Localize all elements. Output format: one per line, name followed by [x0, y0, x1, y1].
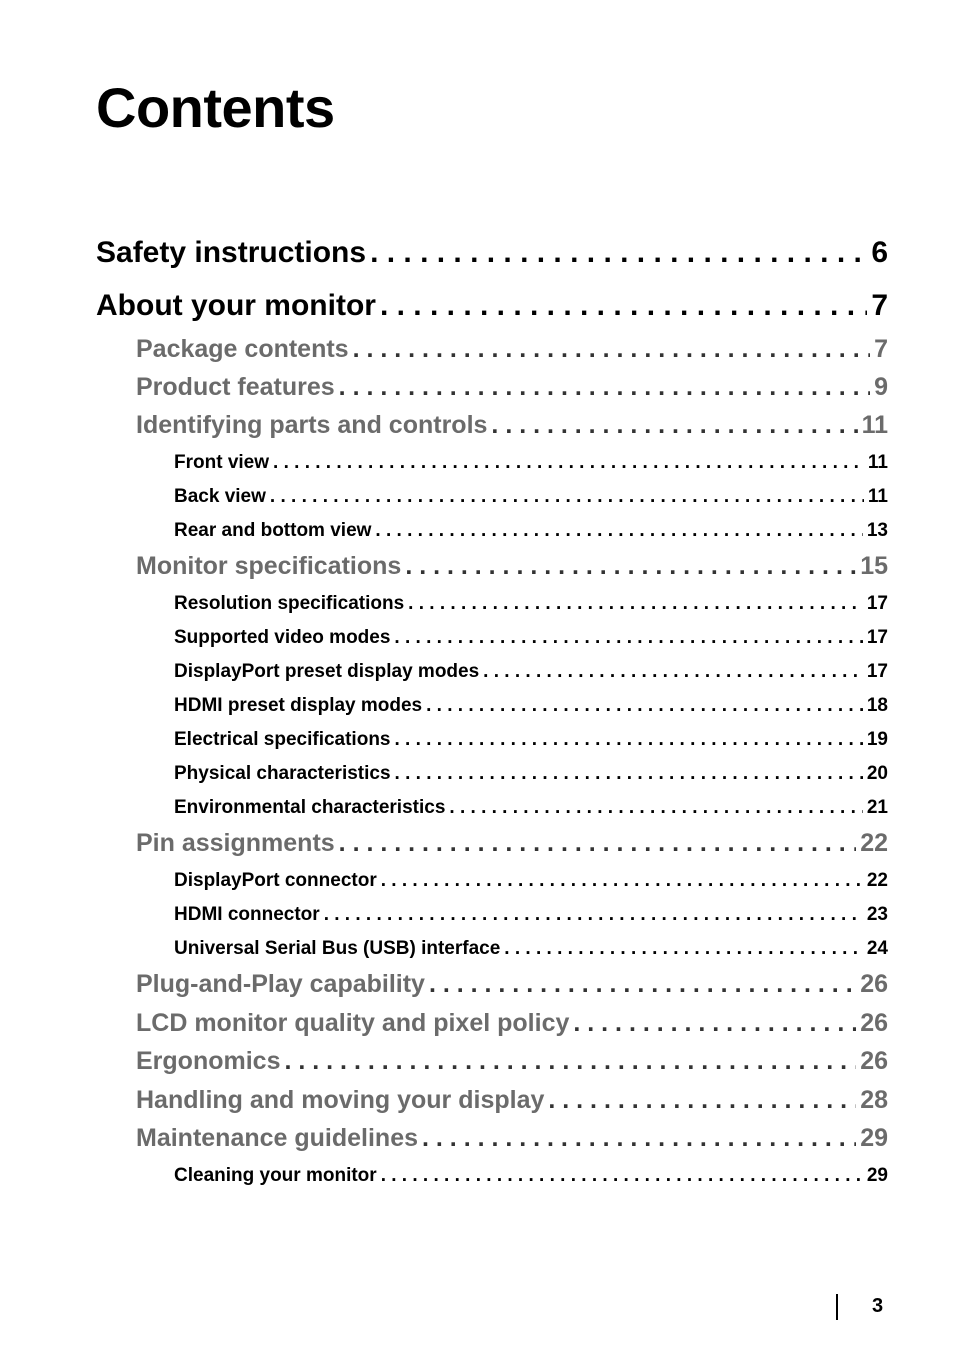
toc-entry-title: Resolution specifications [174, 593, 405, 614]
toc-entry-title: Front view [174, 452, 270, 473]
dot-leader [395, 729, 863, 751]
toc-page-number: 11 [861, 411, 888, 439]
dot-leader [408, 593, 863, 615]
toc-entry-title: Supported video modes [174, 627, 391, 648]
toc-entry-supported-video-modes[interactable] [174, 627, 888, 649]
dot-leader [273, 452, 864, 474]
toc-entry-product-features[interactable] [136, 373, 888, 402]
toc-page-number: 26 [860, 970, 888, 998]
toc-entry-title: Plug-and-Play capability [136, 970, 425, 998]
toc-entry-back-view[interactable] [174, 486, 888, 508]
toc-entry-electrical-specifications[interactable] [174, 729, 888, 751]
dot-leader [449, 797, 862, 819]
dot-leader [339, 373, 870, 402]
toc-entry-maintenance-guidelines[interactable] [136, 1124, 888, 1153]
toc-entry-title: LCD monitor quality and pixel policy [136, 1009, 570, 1037]
toc-page-number: 17 [866, 661, 888, 682]
dot-leader [504, 938, 863, 960]
toc-entry-displayport-preset-display-modes[interactable] [174, 661, 888, 683]
toc-entry-title: Identifying parts and controls [136, 411, 488, 439]
toc-entry-handling-and-moving-your-display[interactable] [136, 1086, 888, 1115]
toc-page-number: 7 [871, 289, 888, 322]
toc-entry-title: Physical characteristics [174, 763, 391, 784]
toc-entry-lcd-monitor-quality-and-pixel-policy[interactable] [136, 1009, 888, 1038]
toc-page-number: 6 [871, 236, 888, 269]
toc-entry-title: Product features [136, 373, 335, 401]
dot-leader [491, 411, 857, 440]
dot-leader [426, 695, 863, 717]
toc-entry-resolution-specifications[interactable] [174, 593, 888, 615]
toc-entry-title: Environmental characteristics [174, 797, 446, 818]
dot-leader [422, 1124, 856, 1153]
toc-entry-title: Universal Serial Bus (USB) interface [174, 938, 501, 959]
dot-leader [370, 236, 867, 270]
toc-entry-title: Monitor specifications [136, 552, 402, 580]
toc-entry-title: DisplayPort connector [174, 870, 377, 891]
toc-entry-title: Package contents [136, 335, 349, 363]
toc-entry-physical-characteristics[interactable] [174, 763, 888, 785]
toc-entry-monitor-specifications[interactable] [136, 552, 888, 581]
toc-entry-about-your-monitor[interactable] [96, 289, 888, 323]
toc-entry-ergonomics[interactable] [136, 1047, 888, 1076]
toc-entry-title: DisplayPort preset display modes [174, 661, 480, 682]
toc-entry-rear-and-bottom-view[interactable] [174, 520, 888, 542]
toc-entry-safety-instructions[interactable] [96, 236, 888, 270]
dot-leader [548, 1086, 856, 1115]
toc-entry-plug-and-play-capability[interactable] [136, 970, 888, 999]
toc-entry-title: Rear and bottom view [174, 520, 372, 541]
toc-page-number: 29 [866, 1165, 888, 1186]
toc-page-number: 17 [866, 593, 888, 614]
toc-page-number: 20 [866, 763, 888, 784]
dot-leader [405, 552, 856, 581]
dot-leader [381, 870, 863, 892]
toc-page-number: 24 [866, 938, 888, 959]
toc-page-number: 15 [860, 552, 888, 580]
toc-page-number: 11 [867, 486, 888, 507]
toc-page-number: 19 [866, 729, 888, 750]
toc-page-number: 29 [860, 1124, 888, 1152]
dot-leader [381, 1165, 863, 1187]
toc-entry-title: Ergonomics [136, 1047, 281, 1075]
toc-page-number: 7 [874, 335, 888, 363]
toc-entry-title: Electrical specifications [174, 729, 391, 750]
dot-leader [573, 1009, 856, 1038]
toc-page-number: 13 [866, 520, 888, 541]
toc-entry-title: Maintenance guidelines [136, 1124, 419, 1152]
dot-leader [380, 289, 867, 323]
dot-leader [270, 486, 864, 508]
toc-entry-title: Cleaning your monitor [174, 1165, 377, 1186]
dot-leader [483, 661, 863, 683]
toc-page-number: 26 [860, 1009, 888, 1037]
dot-leader [324, 904, 863, 926]
toc-page-number: 23 [866, 904, 888, 925]
toc-entry-pin-assignments[interactable] [136, 829, 888, 858]
toc-page-number: 28 [860, 1086, 888, 1114]
toc-entry-cleaning-your-monitor[interactable] [174, 1165, 888, 1187]
toc-entry-title: Pin assignments [136, 829, 335, 857]
toc-entry-title: Back view [174, 486, 266, 507]
dot-leader [284, 1047, 856, 1076]
toc-page-number: 11 [867, 452, 888, 473]
toc-entry-title: About your monitor [96, 289, 376, 322]
toc-entry-displayport-connector[interactable] [174, 870, 888, 892]
toc-page-number: 22 [866, 870, 888, 891]
toc-page-number: 17 [866, 627, 888, 648]
toc-page-number: 26 [860, 1047, 888, 1075]
toc-entry-title: Safety instructions [96, 236, 367, 269]
toc-entry-hdmi-connector[interactable] [174, 904, 888, 926]
page-number: 3 [872, 1295, 884, 1317]
toc-entry-title: HDMI preset display modes [174, 695, 423, 716]
toc-entry-front-view[interactable] [174, 452, 888, 474]
dot-leader [375, 520, 862, 542]
dot-leader [429, 970, 856, 999]
dot-leader [395, 763, 863, 785]
toc-entry-package-contents[interactable] [136, 335, 888, 364]
dot-leader [339, 829, 857, 858]
toc-entry-hdmi-preset-display-modes[interactable] [174, 695, 888, 717]
toc-entry-environmental-characteristics[interactable] [174, 797, 888, 819]
footer-divider [836, 1294, 838, 1320]
toc-entry-title: Handling and moving your display [136, 1086, 545, 1114]
toc-entry-identifying-parts-and-controls[interactable] [136, 411, 888, 440]
toc-page-number: 9 [874, 373, 888, 401]
toc-entry-usb-interface[interactable] [174, 938, 888, 960]
dot-leader [353, 335, 871, 364]
page-title: Contents [96, 76, 335, 139]
toc-page-number: 21 [866, 797, 888, 818]
dot-leader [394, 627, 862, 649]
toc-page-number: 18 [866, 695, 888, 716]
toc-entry-title: HDMI connector [174, 904, 320, 925]
toc-page-number: 22 [860, 829, 888, 857]
